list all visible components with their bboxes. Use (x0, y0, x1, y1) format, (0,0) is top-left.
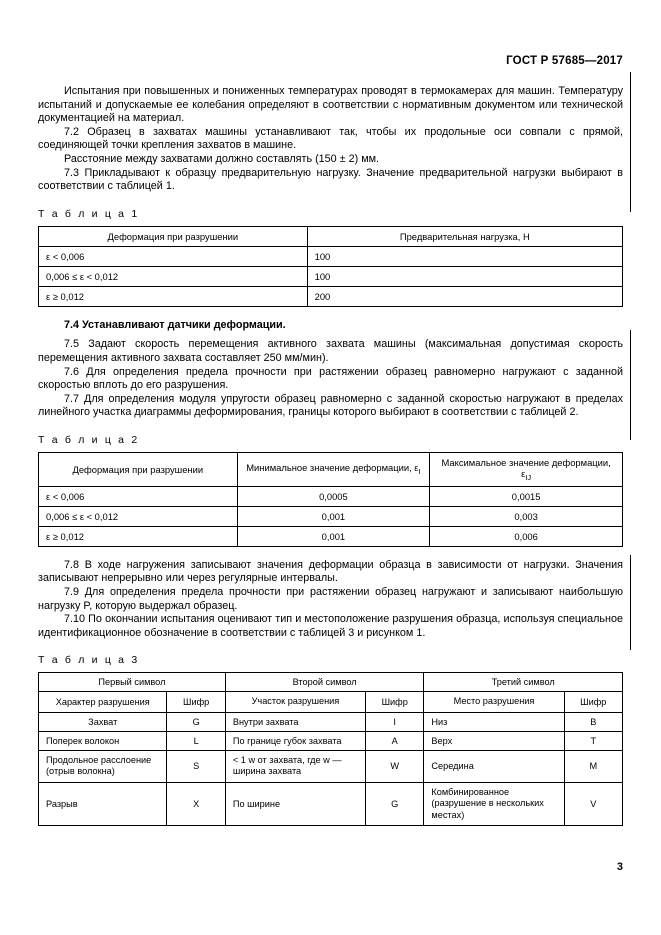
paragraph-7-4: 7.4 Устанавливают датчики деформации. (64, 318, 286, 331)
paragraph-7-7: 7.7 Для определения модуля упругости образец равномерно с заданной скоростью нагружают в пределах линейного участка диаграммы деформирования, границы которого выбирают в соответствии с таблицей 2. (38, 392, 623, 419)
table-3-group-header-0: Первый символ (39, 673, 226, 692)
table-3-cell-0-1: G (167, 712, 225, 731)
table-3-cell-1-1: L (167, 731, 225, 750)
paragraph-grip-distance: Расстояние между захватами должно составлять (150 ± 2) мм. (64, 152, 380, 165)
table-3-cell-1-3: A (366, 731, 424, 750)
table-2-header-1-text: Минимальное значение деформации, ε (246, 462, 419, 474)
paragraph-7-9: 7.9 Для определения предела прочности при растяжении образец нагружают и записывают наибольшую нагрузку P, которую выдержал образец. (38, 585, 623, 612)
table-2-cell-1-0: 0,006 ≤ ε < 0,012 (39, 506, 238, 526)
table-1-cell-2-0: ε ≥ 0,012 (39, 286, 308, 306)
table-2-caption: Т а б л и ц а 2 (38, 433, 140, 446)
table-2-cell-0-0: ε < 0,006 (39, 486, 238, 506)
table-2-cell-1-1: 0,001 (237, 506, 430, 526)
table-row (39, 226, 623, 246)
table-2-cell-2-2: 0,006 (430, 526, 623, 546)
page-number: 3 (616, 861, 623, 873)
table-3-cell-2-4: Середина (424, 750, 564, 782)
table-row (39, 246, 623, 266)
table-3-subheader-1: Шифр (167, 692, 225, 713)
table-1 (38, 226, 623, 307)
table-3-cell-0-5: B (564, 712, 622, 731)
paragraph-group-3 (38, 559, 623, 641)
table-3-cell-2-2: < 1 w от захвата, где w — ширина захвата (225, 750, 365, 782)
paragraph-7-10: 7.10 По окончании испытания оценивают тип и местоположение разрушения образца, используя специальное идентификационное обозначение в соответствии с таблицей 3 и рисунком 1. (38, 613, 623, 639)
table-3-cell-3-2: По ширине (225, 782, 365, 826)
table-3-cell-0-0: Захват (39, 712, 167, 731)
table-3-cell-2-3: W (366, 750, 424, 782)
table-2-header-1 (237, 452, 430, 486)
table-3-cell-3-5: V (564, 782, 622, 826)
table-1-cell-0-0: ε < 0,006 (39, 246, 308, 266)
table-1-cell-0-1: 100 (307, 246, 622, 266)
table-3-cell-1-0: Поперек волокон (39, 731, 167, 750)
table-3-subheader-0: Характер разрушения (39, 692, 167, 713)
table-2-cell-2-1: 0,001 (237, 526, 430, 546)
table-3-cell-3-0: Разрыв (39, 782, 167, 826)
table-3-cell-3-4: Комбинированное (разрушение в нескольких местах) (424, 782, 564, 826)
paragraph-group-2 (38, 319, 623, 420)
table-row (39, 782, 623, 826)
table-row (39, 526, 623, 546)
paragraph-7-3: 7.3 Прикладывают к образцу предварительную нагрузку. Значение предварительной нагрузки выбирают в соответствии с таблицей 1. (38, 166, 623, 193)
table-2-cell-1-2: 0,003 (430, 506, 623, 526)
table-1-cell-1-0: 0,006 ≤ ε < 0,012 (39, 266, 308, 286)
table-row (39, 266, 623, 286)
change-bar-2 (630, 330, 631, 440)
document-standard-header: ГОСТ Р 57685—2017 (506, 55, 623, 67)
table-1-cell-2-1: 200 (307, 286, 622, 306)
table-3-cell-2-0: Продольное расслоение (отрыв волокна) (39, 750, 167, 782)
table-3-cell-0-4: Низ (424, 712, 564, 731)
table-2-cell-0-1: 0,0005 (237, 486, 430, 506)
table-3 (38, 672, 623, 826)
table-row (39, 712, 623, 731)
table-row (39, 692, 623, 713)
table-1-header-0: Деформация при разрушении (39, 226, 308, 246)
table-3-cell-1-4: Верх (424, 731, 564, 750)
table-3-subheader-4: Место разрушения (424, 692, 564, 713)
table-1-caption: Т а б л и ц а 1 (38, 207, 140, 220)
table-2-cell-2-0: ε ≥ 0,012 (39, 526, 238, 546)
table-3-cell-3-1: X (167, 782, 225, 826)
table-3-group-header-2: Третий символ (424, 673, 623, 692)
table-row (39, 506, 623, 526)
table-row (39, 673, 623, 692)
table-2-header-0: Деформация при разрушении (39, 452, 238, 486)
table-3-subheader-2: Участок разрушения (225, 692, 365, 713)
change-bar-1 (630, 72, 631, 212)
table-3-caption: Т а б л и ц а 3 (38, 654, 140, 667)
paragraph-7-5: 7.5 Задают скорость перемещения активного захвата машины (максимальная допустимая скорость перемещения активного захвата составляет 250 мм/мин). (38, 338, 623, 364)
table-row (39, 486, 623, 506)
table-2-header-2 (430, 452, 623, 486)
table-1-cell-1-1: 100 (307, 266, 622, 286)
table-1-header-1: Предварительная нагрузка, Н (307, 226, 622, 246)
table-row (39, 452, 623, 486)
table-2-header-1-sub: I (418, 467, 421, 477)
table-row (39, 750, 623, 782)
table-2-cell-0-2: 0,0015 (430, 486, 623, 506)
table-2 (38, 452, 623, 547)
paragraph-7-2: 7.2 Образец в захватах машины устанавливают так, чтобы их продольные оси совпали с прямой, соединяющей точки крепления захватов в машине. (38, 125, 623, 152)
paragraph-group-1 (38, 85, 623, 194)
table-3-subheader-5: Шифр (564, 692, 622, 713)
table-3-cell-1-5: T (564, 731, 622, 750)
table-3-cell-2-1: S (167, 750, 225, 782)
table-3-cell-2-5: M (564, 750, 622, 782)
change-bar-3 (630, 555, 631, 650)
table-3-cell-1-2: По границе губок захвата (225, 731, 365, 750)
table-3-subheader-3: Шифр (366, 692, 424, 713)
table-2-header-2-text: Максимальное значение деформации, ε (441, 456, 611, 479)
table-3-group-header-1: Второй символ (225, 673, 424, 692)
table-row (39, 286, 623, 306)
table-row (39, 731, 623, 750)
paragraph-7-6: 7.6 Для определения предела прочности при растяжении образец равномерно нагружают с заданной скоростью вплоть до его разрушения. (38, 365, 623, 392)
table-2-header-2-sub: IJ (525, 472, 532, 482)
page-content (38, 55, 623, 826)
table-3-cell-0-2: Внутри захвата (225, 712, 365, 731)
table-3-cell-0-3: I (366, 712, 424, 731)
paragraph-7-8: 7.8 В ходе нагружения записывают значения деформации образца в зависимости от нагрузки. Значения записывают непрерывно или через регулярные интервалы. (38, 558, 623, 585)
paragraph-temperature: Испытания при повышенных и пониженных температурах проводят в термокамерах для машин. Температуру испытаний и допускаемые ее колебания определяют в соответствии с нормативным документом или технической документацией на материал. (38, 85, 623, 125)
table-3-cell-3-3: G (366, 782, 424, 826)
